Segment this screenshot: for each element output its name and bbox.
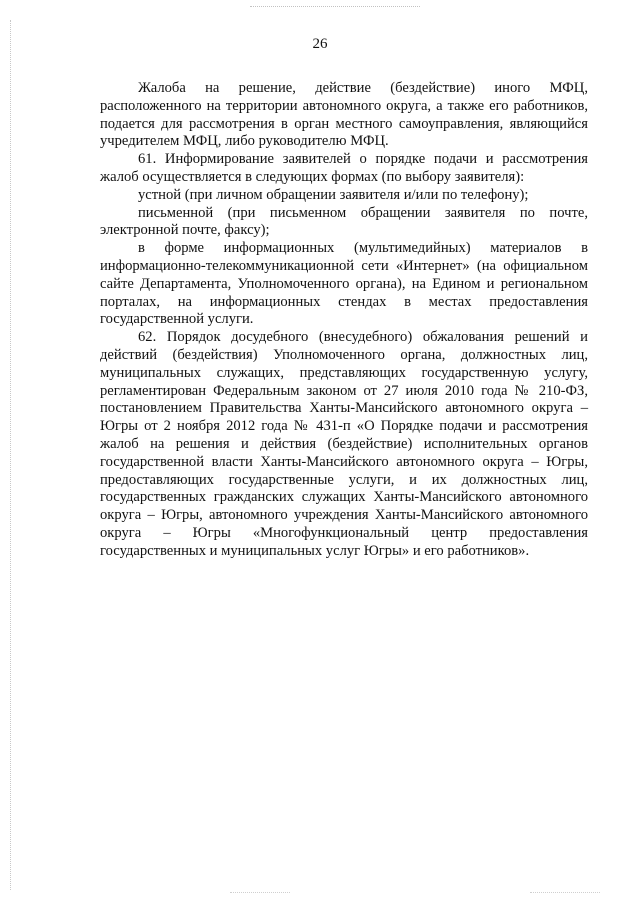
paragraph-written-form: письменной (при письменном обращении заявителя по почте, электронной почте, факсу); bbox=[100, 204, 588, 239]
paragraph-61-informing: 61. Информирование заявителей о порядке подачи и рассмотрения жалоб осуществляется в следующих формах (по выбору заявителя): bbox=[100, 151, 588, 185]
page-number: 26 bbox=[312, 36, 328, 52]
scan-artifact-bottom-left bbox=[230, 892, 290, 897]
scan-artifact-bottom-right bbox=[530, 892, 600, 897]
scan-artifact-left-edge bbox=[10, 20, 11, 890]
paragraph-complaint-mfc: Жалоба на решение, действие (бездействие) иного МФЦ, расположенного на территории автономного округа, а также его работников, подается для рассмотрения в орган местного самоуправления, являющийся учредителем МФЦ, либо руководителю МФЦ. bbox=[100, 80, 588, 150]
paragraph-multimedia-form: в форме информационных (мультимедийных) материалов в информационно-телекоммуникационной сети «Интернет» (на официальном сайте Департамента, Уполномоченного органа), на Едином и региональном порталах, на информационных стендах в местах предоставления государственной услуги. bbox=[100, 240, 588, 328]
scan-artifact-top bbox=[250, 0, 420, 7]
paragraph-62-appeal-procedure: 62. Порядок досудебного (внесудебного) обжалования решений и действий (бездействия) Уполномоченного органа, должностных лиц, муниципальных служащих, представляющих государственную услугу, регламентирован Федеральным законом от 27 июля 2010 года № 210-ФЗ, постановлением Правительства Ханты-Мансийского автономного округа – Югры от 2 ноября 2012 года № 431-п «О Порядке подачи и рассмотрения жалоб на решения и действия (бездействие) исполнительных органов государственной власти Ханты-Мансийского автономного округа – Югры, предоставляющих государственные услуги, и их должностных лиц, государственных гражданских служащих Ханты-Мансийского автономного округа – Югры, автономного учреждения Ханты-Мансийского автономного округа – Югры «Многофункциональный центр предоставления государственных и муниципальных услуг Югры» и его работников». bbox=[100, 329, 588, 559]
paragraph-oral-form: устной (при личном обращении заявителя и/или по телефону); bbox=[138, 186, 529, 203]
document-body bbox=[100, 80, 588, 561]
